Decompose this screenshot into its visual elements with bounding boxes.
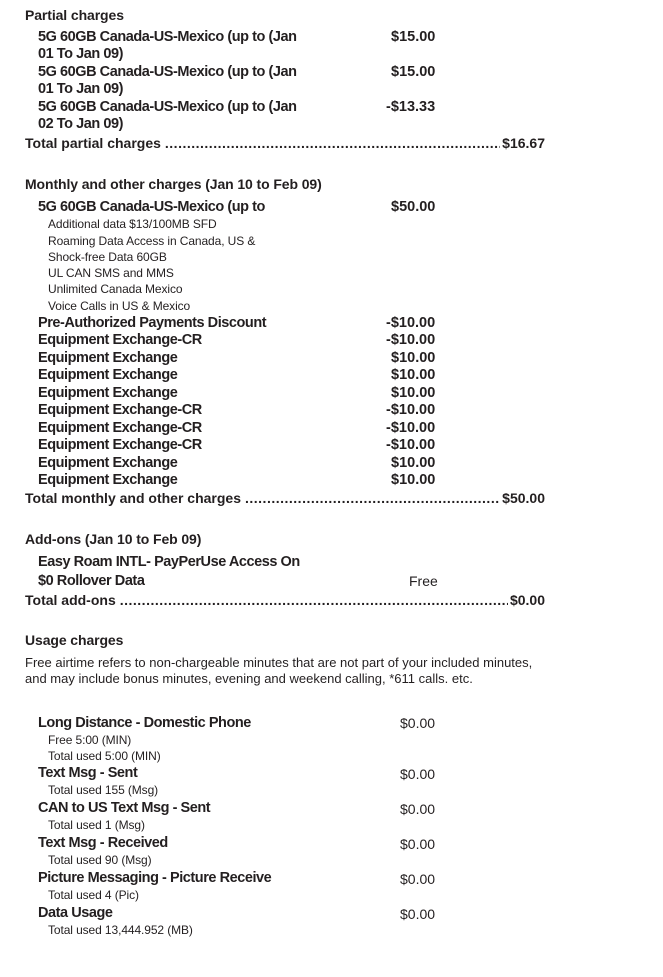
addons-total-label: Total add-ons (25, 592, 116, 608)
usage-item-label: Text Msg - Sent (38, 765, 138, 781)
addons-total-row (25, 592, 545, 608)
usage-item-detail: Total used 5:00 (MIN) (48, 749, 161, 763)
usage-item-detail: Free 5:00 (MIN) (48, 733, 132, 747)
usage-item-label: Data Usage (38, 905, 113, 921)
addons-total-value: $0.00 (509, 592, 545, 608)
usage-item-amount: $0.00 (400, 766, 436, 782)
usage-item-label: CAN to US Text Msg - Sent (38, 800, 211, 816)
partial-total-label: Total partial charges (25, 135, 161, 151)
monthly-item-amount: -$10.00 (386, 315, 436, 331)
monthly-item-amount: -$10.00 (386, 437, 436, 453)
usage-item-detail: Total used 4 (Pic) (48, 888, 139, 902)
monthly-total-row (25, 490, 545, 506)
plan-feature: Voice Calls in US & Mexico (48, 299, 191, 313)
usage-charges-heading: Usage charges (25, 632, 124, 648)
monthly-item-label: Equipment Exchange (38, 350, 178, 366)
usage-item-amount: $0.00 (400, 836, 436, 852)
usage-note-line2: and may include bonus minutes, evening and weekend calling, *611 calls. etc. (25, 671, 473, 686)
monthly-plan-name: 5G 60GB Canada-US-Mexico (up to (38, 199, 265, 215)
usage-note-line1: Free airtime refers to non-chargeable minutes that are not part of your included minutes, (25, 655, 533, 670)
partial-item-1-amount: $15.00 (391, 29, 436, 45)
plan-feature: Additional data $13/100MB SFD (48, 217, 217, 231)
monthly-item-label: Equipment Exchange (38, 455, 178, 471)
addon-item-label: $0 Rollover Data (38, 573, 145, 589)
partial-charges-heading: Partial charges (25, 7, 124, 23)
monthly-charges-heading: Monthly and other charges (Jan 10 to Feb 09) (25, 176, 322, 192)
dot-leader (120, 592, 508, 608)
partial-item-2-line2: 01 To Jan 09) (38, 81, 123, 97)
usage-item-detail: Total used 13,444.952 (MB) (48, 923, 193, 937)
monthly-item-amount: -$10.00 (386, 402, 436, 418)
monthly-item-label: Equipment Exchange-CR (38, 332, 202, 348)
plan-feature: Shock-free Data 60GB (48, 250, 167, 264)
partial-item-1-line2: 01 To Jan 09) (38, 46, 123, 62)
usage-item-detail: Total used 155 (Msg) (48, 783, 159, 797)
monthly-item-label: Equipment Exchange (38, 472, 178, 488)
partial-item-2-amount: $15.00 (391, 64, 436, 80)
plan-feature: Unlimited Canada Mexico (48, 282, 183, 296)
usage-item-amount: $0.00 (400, 801, 436, 817)
monthly-item-label: Equipment Exchange (38, 367, 178, 383)
monthly-item-amount: $10.00 (391, 472, 436, 488)
usage-item-detail: Total used 1 (Msg) (48, 818, 145, 832)
monthly-item-amount: $10.00 (391, 367, 436, 383)
partial-item-3-line1: 5G 60GB Canada-US-Mexico (up to (Jan (38, 99, 297, 115)
partial-item-3-amount: -$13.33 (386, 99, 436, 115)
partial-total-row (25, 135, 545, 151)
monthly-item-label: Equipment Exchange-CR (38, 420, 202, 436)
monthly-total-value: $50.00 (502, 490, 545, 506)
usage-item-label: Picture Messaging - Picture Receive (38, 870, 272, 886)
partial-item-1-line1: 5G 60GB Canada-US-Mexico (up to (Jan (38, 29, 297, 45)
monthly-item-label: Equipment Exchange-CR (38, 437, 202, 453)
monthly-item-amount: -$10.00 (386, 332, 436, 348)
monthly-item-label: Equipment Exchange (38, 385, 178, 401)
monthly-item-amount: $10.00 (391, 455, 436, 471)
usage-item-detail: Total used 90 (Msg) (48, 853, 152, 867)
monthly-total-label: Total monthly and other charges (25, 490, 241, 506)
plan-feature: UL CAN SMS and MMS (48, 266, 174, 280)
monthly-item-label: Pre-Authorized Payments Discount (38, 315, 267, 331)
monthly-item-amount: $10.00 (391, 385, 436, 401)
usage-item-amount: $0.00 (400, 906, 436, 922)
monthly-item-amount: -$10.00 (386, 420, 436, 436)
dot-leader (245, 490, 500, 506)
partial-item-3-line2: 02 To Jan 09) (38, 116, 123, 132)
usage-item-label: Text Msg - Received (38, 835, 168, 851)
plan-feature: Roaming Data Access in Canada, US & (48, 234, 256, 248)
usage-item-amount: $0.00 (400, 871, 436, 887)
usage-item-label: Long Distance - Domestic Phone (38, 715, 251, 731)
usage-item-amount: $0.00 (400, 715, 436, 731)
addons-heading: Add-ons (Jan 10 to Feb 09) (25, 531, 202, 547)
partial-item-2-line1: 5G 60GB Canada-US-Mexico (up to (Jan (38, 64, 297, 80)
addon-item-amount: Free (409, 573, 438, 589)
monthly-item-label: Equipment Exchange-CR (38, 402, 202, 418)
monthly-item-amount: $10.00 (391, 350, 436, 366)
partial-total-value: $16.67 (502, 135, 545, 151)
addon-item-label: Easy Roam INTL- PayPerUse Access On (38, 554, 300, 570)
dot-leader (165, 135, 500, 151)
monthly-plan-amount: $50.00 (391, 199, 436, 215)
